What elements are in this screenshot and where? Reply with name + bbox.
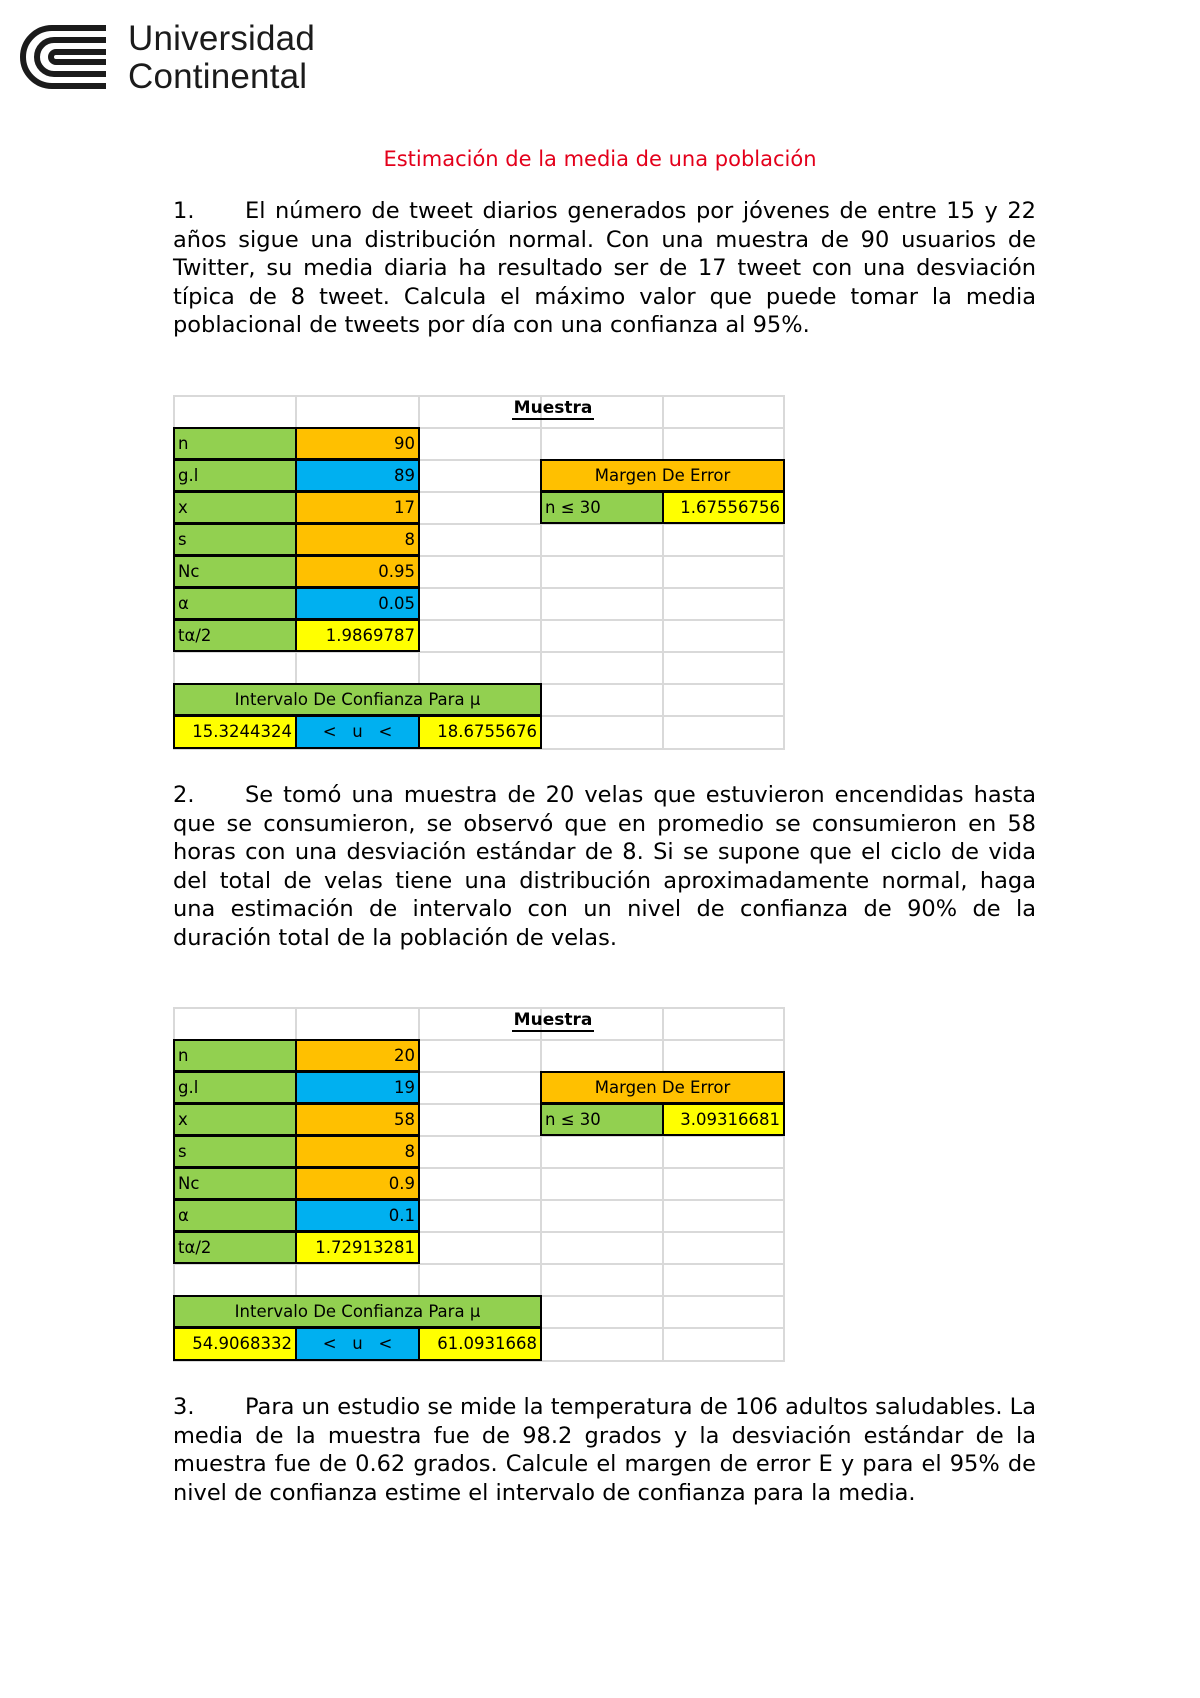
value-cell: 1.72913281	[295, 1231, 420, 1264]
problem-number: 3.	[173, 1394, 195, 1420]
problem-text: El número de tweet diarios generados por jóvenes de entre 15 y 22 años sigue una distribución normal. Con una muestra de 90 usuarios de Twitter, su media diaria ha resultado ser de 17 tweet con una desviación típica de 8 tweet. Calcula el máximo valor que puede tomar la media poblacional de tweets por día con una confianza al 95%.	[173, 198, 1036, 338]
problem-1	[173, 197, 1036, 340]
label-cell: α	[173, 587, 297, 620]
label-cell: tα/2	[173, 619, 297, 652]
value-cell: 8	[295, 523, 420, 556]
value-cell: 90	[295, 427, 420, 460]
value-cell: 89	[295, 459, 420, 492]
label-cell: n	[173, 427, 297, 460]
problem-number: 2.	[173, 782, 195, 808]
problem-number: 1.	[173, 198, 195, 224]
problem-3	[173, 1393, 1036, 1507]
margin-of-error-value: 3.09316681	[662, 1103, 785, 1136]
label-cell: Nc	[173, 555, 297, 588]
logo-line-2: Continental	[128, 57, 308, 96]
logo-line-1: Universidad	[128, 19, 316, 58]
label-cell: g.l	[173, 1071, 297, 1104]
value-cell: 1.9869787	[295, 619, 420, 652]
value-cell: 58	[295, 1103, 420, 1136]
margin-of-error-value: 1.67556756	[662, 491, 785, 524]
label-cell: α	[173, 1199, 297, 1232]
margin-of-error-label: n ≤ 30	[540, 491, 664, 524]
sample-header: Muestra	[513, 398, 593, 418]
interval-lower-bound: 15.3244324	[173, 715, 297, 749]
label-cell: s	[173, 1135, 297, 1168]
interval-inequality: < u <	[295, 715, 420, 749]
results-table-1	[173, 395, 785, 750]
value-cell: 19	[295, 1071, 420, 1104]
interval-inequality: < u <	[295, 1327, 420, 1361]
margin-of-error-title: Margen De Error	[540, 459, 785, 492]
value-cell: 20	[295, 1039, 420, 1072]
problem-text: Se tomó una muestra de 20 velas que estuvieron encendidas hasta que se consumieron, se observó que en promedio se consumieron en 58 horas con una desviación estándar de 8. Si se supone que el ciclo de vida del total de velas tiene una distribución aproximadamente normal, haga una estimación de intervalo con un nivel de confianza de 90% de la duración total de la población de velas.	[173, 782, 1036, 951]
value-cell: 0.05	[295, 587, 420, 620]
document-title: Estimación de la media de una población	[383, 147, 817, 171]
university-name	[128, 20, 315, 96]
problem-2	[173, 781, 1036, 952]
results-table-2	[173, 1007, 785, 1362]
value-cell: 8	[295, 1135, 420, 1168]
sample-header: Muestra	[513, 1010, 593, 1030]
label-cell: Nc	[173, 1167, 297, 1200]
label-cell: s	[173, 523, 297, 556]
label-cell: x	[173, 1103, 297, 1136]
interval-lower-bound: 54.9068332	[173, 1327, 297, 1361]
value-cell: 0.1	[295, 1199, 420, 1232]
confidence-interval-title: Intervalo De Confianza Para µ	[173, 683, 542, 716]
margin-of-error-label: n ≤ 30	[540, 1103, 664, 1136]
value-cell: 0.9	[295, 1167, 420, 1200]
interval-upper-bound: 18.6755676	[418, 715, 542, 749]
label-cell: x	[173, 491, 297, 524]
margin-of-error-title: Margen De Error	[540, 1071, 785, 1104]
university-logo-icon	[16, 22, 112, 92]
value-cell: 0.95	[295, 555, 420, 588]
label-cell: tα/2	[173, 1231, 297, 1264]
problem-text: Para un estudio se mide la temperatura de 106 adultos saludables. La media de la muestra fue de 98.2 grados y la desviación estándar de la muestra fue de 0.62 grados. Calcule el margen de error E y para el 95% de nivel de confianza estime el intervalo de confianza para la media.	[173, 1394, 1036, 1506]
interval-upper-bound: 61.0931668	[418, 1327, 542, 1361]
label-cell: g.l	[173, 459, 297, 492]
confidence-interval-title: Intervalo De Confianza Para µ	[173, 1295, 542, 1328]
university-logo	[16, 20, 356, 96]
label-cell: n	[173, 1039, 297, 1072]
value-cell: 17	[295, 491, 420, 524]
